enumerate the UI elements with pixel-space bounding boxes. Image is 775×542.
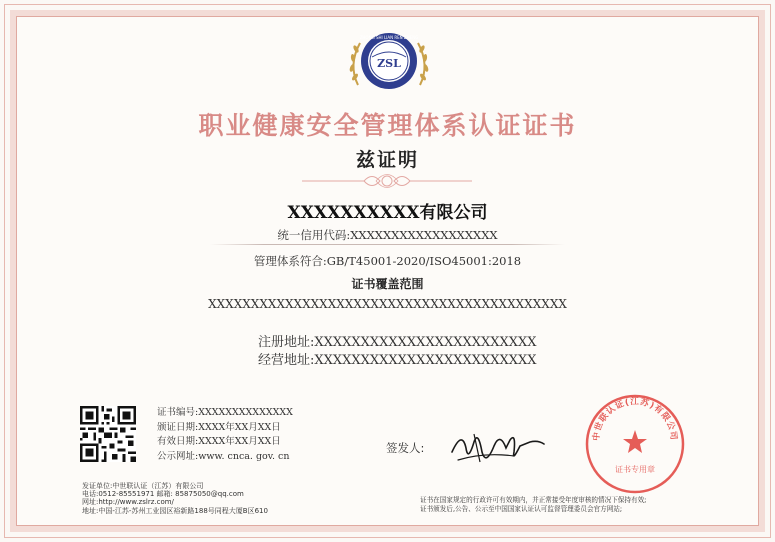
validity-notice xyxy=(420,496,705,514)
zsl-logo xyxy=(344,25,434,97)
seal-star-icon xyxy=(623,430,647,453)
qr-code-icon xyxy=(80,406,136,462)
registered-address: 注册地址:XXXXXXXXXXXXXXXXXXXXXXXX xyxy=(258,335,537,350)
valid-date: 有效日期:XXXX年XX月XX日 xyxy=(157,436,281,447)
logo-text: ZSL xyxy=(377,57,401,70)
issuer-contact: 电话:0512-85551971 邮箱: 85875050@qq.com xyxy=(82,490,244,499)
public-website: 公示网址:www. cnca. gov. cn xyxy=(157,450,290,462)
divider-line xyxy=(210,244,565,245)
logo-ring-text: ZHONG SHI LIAN REN ZHENG xyxy=(359,35,419,40)
issuer-website: 网址:http://www.zslrz.com/ xyxy=(82,498,174,507)
signer-label: 签发人: xyxy=(386,441,425,455)
certificate-title: 职业健康安全管理体系认证证书 xyxy=(198,111,577,140)
notice-line-1: 证书在国家规定的行政许可有效期内，并正常接受年度审核的情况下保持有效; xyxy=(420,496,647,504)
company-name: XXXXXXXXXX有限公司 xyxy=(287,203,488,223)
laurel-right-icon xyxy=(418,43,429,85)
business-address: 经营地址:XXXXXXXXXXXXXXXXXXXXXXXX xyxy=(258,353,537,368)
notice-line-2: 证书颁发后,公告、公示至中国国家认证认可监督管理委员会官方网站; xyxy=(420,505,623,513)
seal-center-text: 证书专用章 xyxy=(615,465,655,474)
certificate-number: 证书编号:XXXXXXXXXXXXXX xyxy=(157,407,293,418)
seal-ring-text: 中世联认证(江苏)有限公司 xyxy=(591,397,679,442)
management-standard: 管理体系符合:GB/T45001-2020/ISO45001:2018 xyxy=(253,254,522,268)
issuer-info xyxy=(82,482,268,515)
ornament-divider-icon xyxy=(302,170,472,192)
issue-date: 颁证日期:XXXX年XX月XX日 xyxy=(157,421,281,433)
certificate-subtitle: 兹证明 xyxy=(355,149,419,171)
laurel-left-icon xyxy=(349,43,360,85)
handwritten-signature xyxy=(444,422,549,470)
company-seal xyxy=(583,392,687,496)
certificate-info xyxy=(157,406,293,464)
credit-code: 统一信用代码:XXXXXXXXXXXXXXXXXX xyxy=(277,228,498,242)
scope-title: 证书覆盖范围 xyxy=(351,277,424,291)
issuer-address: 地址:中国-江苏-苏州工业园区裕新路188号同程大厦B区610 xyxy=(82,506,268,515)
issuer-unit: 发证单位:中世联认证（江苏）有限公司 xyxy=(82,482,204,490)
scope-value: XXXXXXXXXXXXXXXXXXXXXXXXXXXXXXXXXXXXXXXXXX xyxy=(208,297,567,311)
